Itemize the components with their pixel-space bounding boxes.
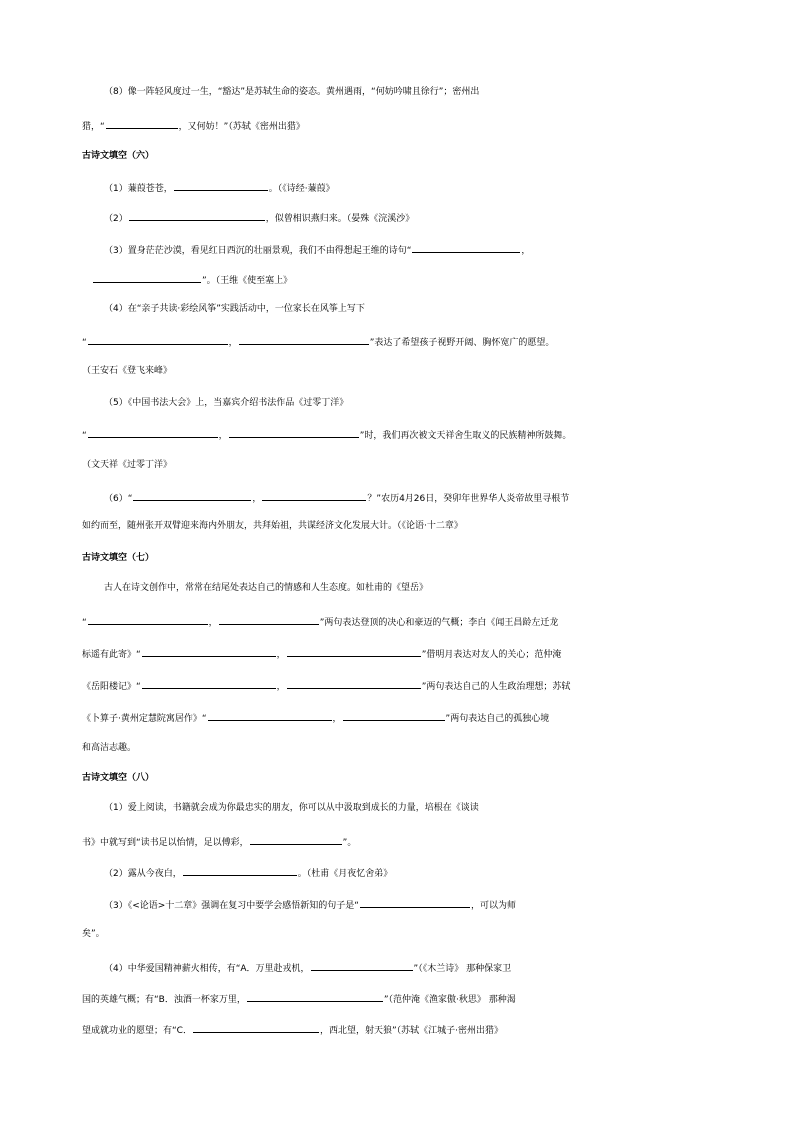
- s6-item-4-line-1: （4）在“亲子共读·彩绘风筝”实践活动中，一位家长在风筝上写下: [104, 304, 365, 314]
- answer-blank[interactable]: [142, 672, 276, 689]
- answer-blank[interactable]: [311, 954, 413, 971]
- answer-blank[interactable]: [219, 608, 319, 625]
- answer-blank[interactable]: [183, 859, 297, 876]
- section-heading-8: 古诗文填空（八）: [82, 773, 155, 783]
- s7-para-line-2: “ ， ”两句表达登顶的决心和豪迈的气概；李白《闻王昌龄左迁龙: [82, 608, 780, 632]
- s6-item-6-line-1: （6）“ ， ？”农历4月26日，癸卯年世界华人炎帝故里寻根节: [104, 484, 780, 508]
- answer-blank[interactable]: [287, 672, 421, 689]
- answer-blank[interactable]: [88, 608, 208, 625]
- answer-blank[interactable]: [88, 328, 228, 345]
- answer-blank[interactable]: [174, 174, 268, 191]
- answer-blank[interactable]: [93, 266, 201, 283]
- s7-para-line-1: 古人在诗文创作中，常常在结尾处表达自己的情感和人生态度。如杜甫的《望岳》: [104, 583, 429, 593]
- section-heading-6: 古诗文填空（六）: [82, 151, 155, 161]
- answer-blank[interactable]: [247, 985, 383, 1002]
- section-heading-7: 古诗文填空（七）: [82, 553, 155, 563]
- item-8-line-2: 猎，“ ，又何妨！”（苏轼《密州出猎》: [82, 112, 780, 136]
- s8-item-1-line-2: 书》中就写到“读书足以怡情，足以傅彩， ”。: [82, 828, 780, 852]
- s7-para-line-6: 和高洁志趣。: [82, 743, 137, 753]
- answer-blank[interactable]: [193, 1016, 319, 1033]
- answer-blank[interactable]: [287, 640, 421, 657]
- answer-blank[interactable]: [106, 112, 178, 129]
- answer-blank[interactable]: [360, 891, 470, 908]
- s7-para-line-5: 《卜算子·黄州定慧院寓居作》“ ， ”两句表达自己的孤独心境: [82, 704, 780, 728]
- answer-blank[interactable]: [343, 704, 445, 721]
- answer-blank[interactable]: [250, 828, 342, 845]
- answer-blank[interactable]: [142, 640, 276, 657]
- s8-item-1-line-1: （1）爱上阅读，书籍就会成为你最忠实的朋友，你可以从中汲取到成长的力量，培根在《谈读: [104, 803, 479, 813]
- answer-blank[interactable]: [262, 484, 366, 501]
- answer-blank[interactable]: [412, 236, 520, 253]
- s8-item-4-line-2: 国的英雄气概；有“B．浊酒一杯家万里， ”（范仲淹《渔家傲·秋思》 那种渴: [82, 985, 780, 1009]
- s6-item-5-line-3: （文天祥《过零丁洋》: [82, 460, 173, 470]
- s8-item-4-line-3: 望成就功业的愿望；有“C． ，西北望，射天狼”（苏轼《江城子·密州出猎》: [82, 1016, 780, 1040]
- answer-blank[interactable]: [133, 484, 251, 501]
- item-8-line-1: （8）像一阵轻风度过一生，“豁达”是苏轼生命的姿态。黄州遇雨，“何妨吟啸且徐行”；密州出: [104, 87, 480, 97]
- s6-item-4-line-3: （王安石《登飞来峰》: [82, 366, 173, 376]
- s6-item-6-line-2: 如约而至，随州张开双臂迎来海内外朋友，共拜始祖，共谋经济文化发展大计。（《论语·十二章》: [82, 521, 463, 531]
- s6-item-4-line-2: “ ， ”表达了希望孩子视野开阔、胸怀宽广的愿望。: [82, 328, 780, 352]
- s8-item-3-line-2: 矣”。: [82, 929, 105, 939]
- s8-item-2: （2）露从今夜白， 。（杜甫《月夜忆舍弟》: [104, 859, 780, 883]
- s6-item-5-line-2: “ ， ”时，我们再次被文天祥舍生取义的民族精神所鼓舞。: [82, 421, 780, 445]
- answer-blank[interactable]: [239, 328, 369, 345]
- answer-blank[interactable]: [129, 204, 265, 221]
- s6-item-3-line-2: ”。（王维《使至塞上》: [92, 266, 780, 290]
- s6-item-3-line-1: （3）置身茫茫沙漠，看见红日西沉的壮丽景观，我们不由得想起王维的诗句“ ，: [104, 236, 780, 260]
- s6-item-2: （2） ，似曾相识燕归来。（晏殊《浣溪沙》: [104, 204, 780, 228]
- answer-blank[interactable]: [229, 421, 359, 438]
- answer-blank[interactable]: [208, 704, 332, 721]
- s8-item-3-line-1: （3）《<论语>十二章》强调在复习中要学会感悟新知的句子是“ ，可以为师: [104, 891, 780, 915]
- s6-item-5-line-1: （5）《中国书法大会》上，当嘉宾介绍书法作品《过零丁洋》: [104, 398, 349, 408]
- s7-para-line-4: 《岳阳楼记》“ ， ”两句表达自己的人生政治理想；苏轼: [82, 672, 780, 696]
- s8-item-4-line-1: （4）中华爱国精神薪火相传，有“A．万里赴戎机， ”（《木兰诗》 那种保家卫: [104, 954, 780, 978]
- answer-blank[interactable]: [88, 421, 218, 438]
- s7-para-line-3: 标遥有此寄》“ ， ”借明月表达对友人的关心；范仲淹: [82, 640, 780, 664]
- s6-item-1: （1）蒹葭苍苍， 。（《诗经·蒹葭》: [104, 174, 780, 198]
